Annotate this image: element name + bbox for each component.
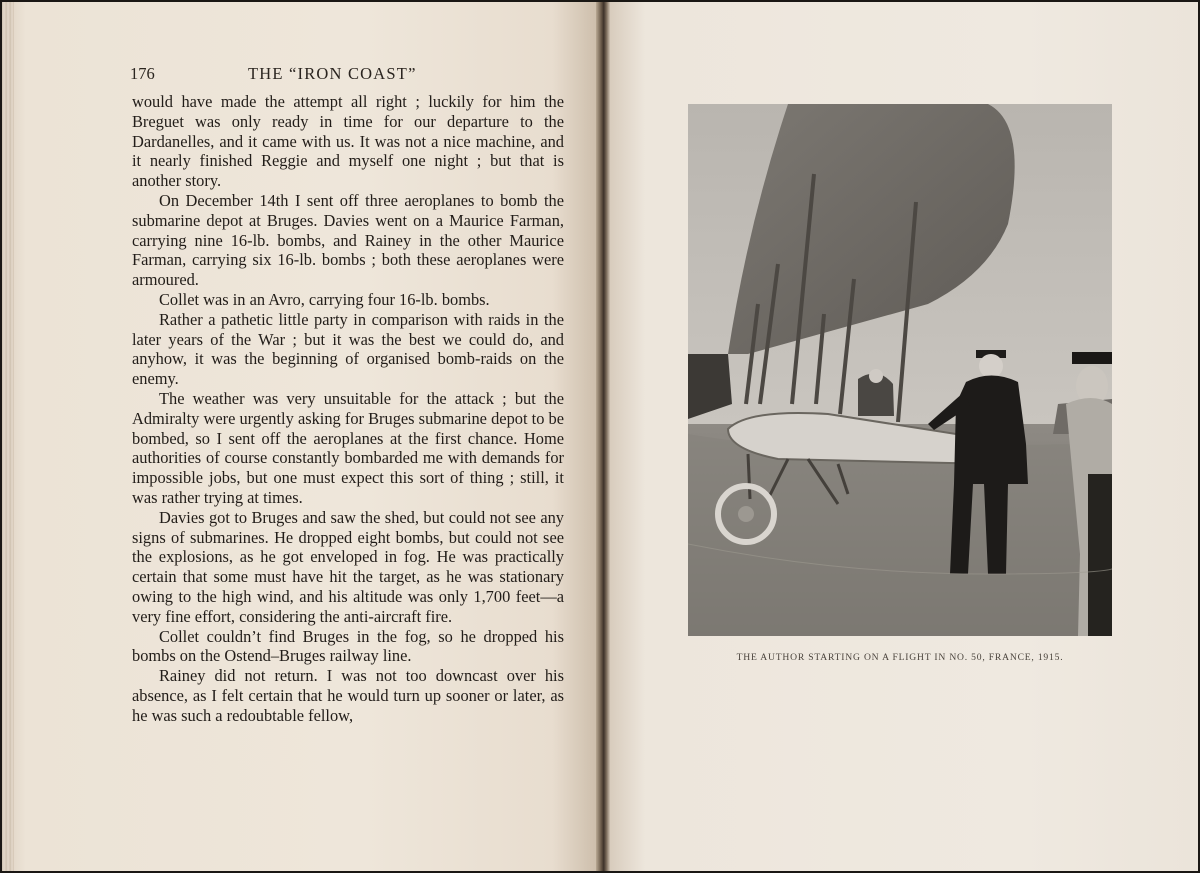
paragraph: Rainey did not return. I was not too downcast over his absence, as I felt certain that he would turn up sooner or later, as he was such a redoubtable fellow, xyxy=(132,666,564,725)
book-gutter xyxy=(596,2,610,871)
page-number: 176 xyxy=(130,64,155,83)
body-text xyxy=(132,92,564,726)
photo-caption: THE AUTHOR STARTING ON A FLIGHT IN NO. 50, FRANCE, 1915. xyxy=(736,652,1064,663)
paragraph: would have made the attempt all right ; luckily for him the Breguet was only ready in time for our departure to the Dardanelles, and it came with us. It was not a nice machine, and it nearly finished Reggie and myself one night ; but that is another story. xyxy=(132,92,564,191)
running-head xyxy=(130,64,570,86)
chapter-title: THE “IRON COAST” xyxy=(248,64,417,83)
photo-plate xyxy=(688,104,1112,636)
paragraph: Collet was in an Avro, carrying four 16-lb. bombs. xyxy=(159,289,490,309)
paragraph: Collet couldn’t find Bruges in the fog, so he dropped his bombs on the Ostend–Bruges railway line. xyxy=(132,626,564,666)
left-page xyxy=(2,2,600,871)
paragraph: The weather was very unsuitable for the attack ; but the Admiralty were urgently asking for Bruges submarine depot to be bombed, so I sent off the aeroplanes at the first chance. Home authorities of course constantly bombarded me with demands for impossible jobs, but one must expect this sort of thing ; still, it was rather trying at times. xyxy=(132,388,564,507)
paragraph: Rather a pathetic little party in comparison with raids in the later years of the War ; but it was the best we could do, and anyhow, it was the beginning of organised bomb-raids on the enemy. xyxy=(132,309,564,389)
biplane-photo xyxy=(688,104,1112,636)
paragraph: On December 14th I sent off three aeroplanes to bomb the submarine depot at Bruges. Davies went on a Maurice Farman, carrying nine 16-lb. bombs, and Rainey in the other Maurice Farman, carrying six 16-lb. bombs ; both these aeroplanes were armoured. xyxy=(132,190,564,290)
paragraph: Davies got to Bruges and saw the shed, but could not see any signs of submarines. He dropped eight bombs, but could not see the explosions, as he got enveloped in fog. He was practically certain that some must have hit the target, as he was stationary owing to the high wind, and his altitude was only 1,700 feet—a very fine effort, considering the anti-aircraft fire. xyxy=(132,507,564,626)
